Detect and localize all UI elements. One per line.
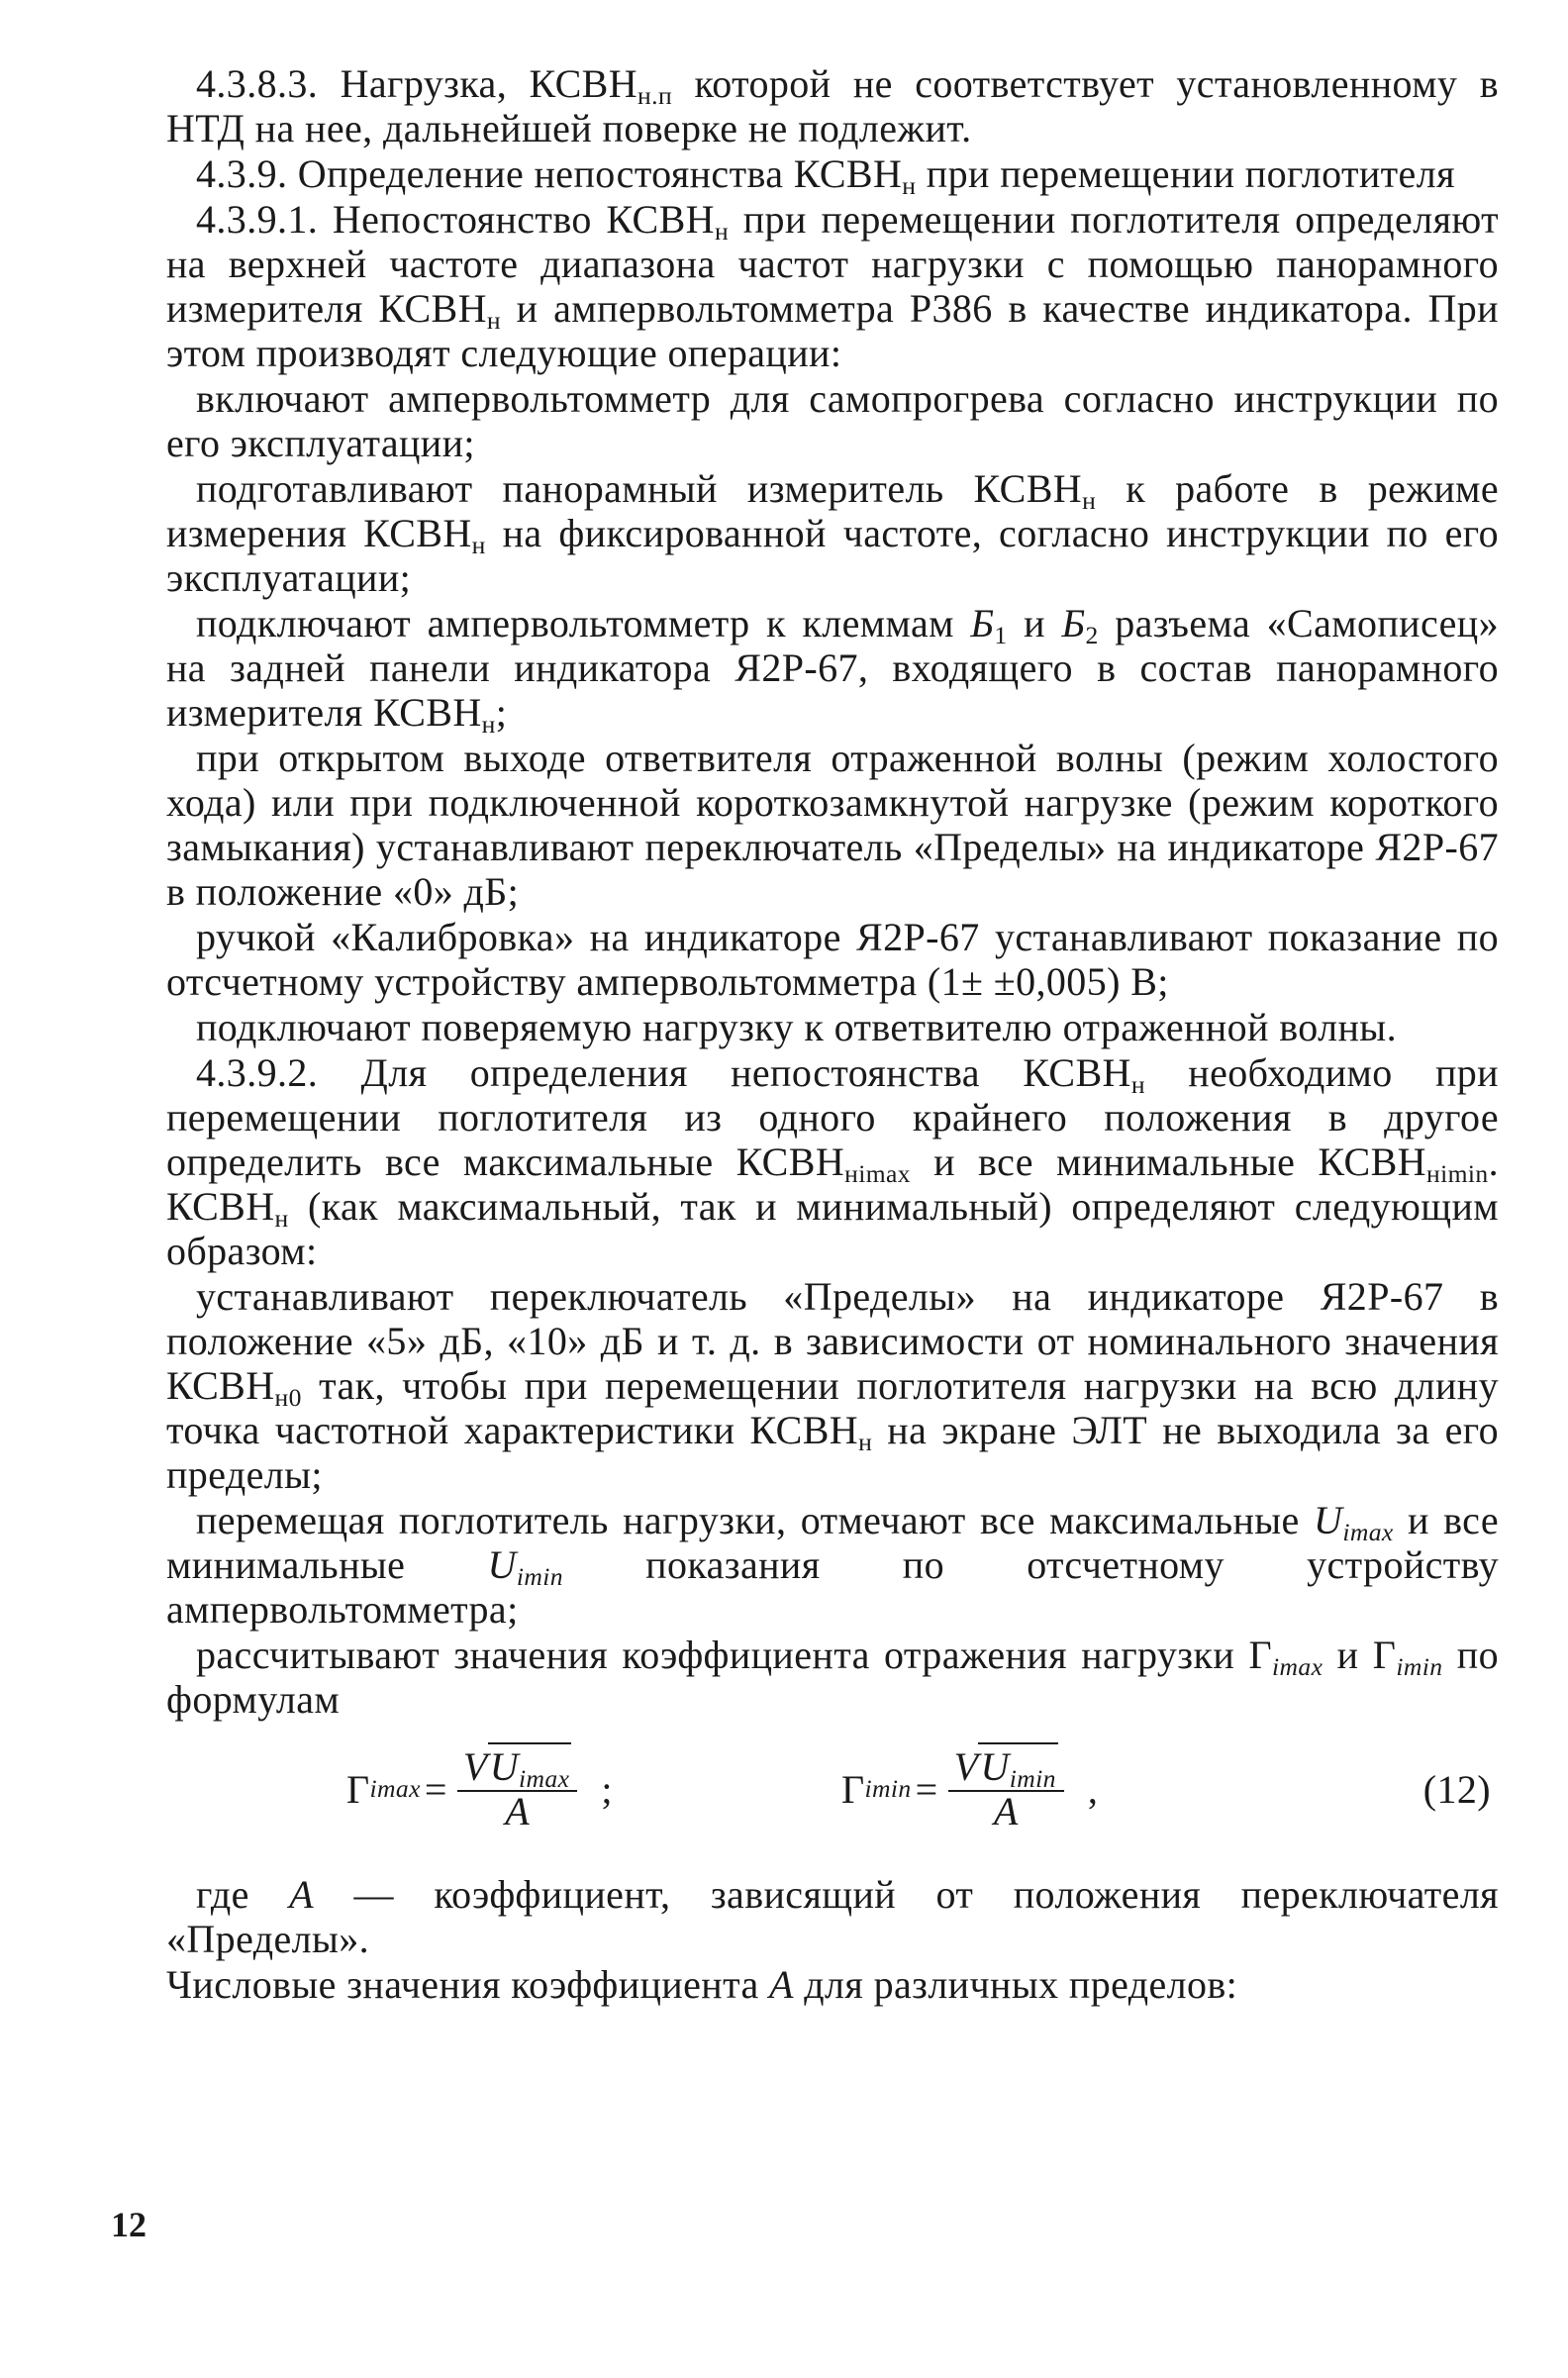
list-item-connect-load: подключают поверяемую нагрузку к ответвителю отраженной волны. — [196, 1005, 1397, 1049]
fraction-max: $\frac{VU_{imax}}{A}$ — [457, 1746, 578, 1832]
list-item-prepare-meter: подготавливают панорамный измеритель $КСВН_н$ к работе в режиме измерения $КСВН_н$ на фиксированной частоте, согласно инструкции по его эксплуатации; — [166, 466, 1500, 600]
list-item-set-limits-zero: при открытом выходе ответвителя отраженной волны (режим холостого хода) или при подключенной короткозамкнутой нагрузке (режим короткого замыкания) устанавливают переключатель «Пределы» на индикаторе Я2Р-67 в положение «0» дБ; — [166, 736, 1499, 914]
equation-number: (12) — [1422, 1767, 1491, 1812]
list-item-record-readings: перемещая поглотитель нагрузки, отмечают все максимальные $U_{imax}$ и все минимальные $U_{imin}$ показания по отсчетному устройству ампервольтомметра; — [166, 1498, 1499, 1632]
list-item-calculate: рассчитывают значения коэффициента отражения нагрузки $Г_{imax}$ и $Г_{imin}$ по формулам — [166, 1633, 1499, 1722]
paragraph-where-A: где A — коэффициент, зависящий от положения переключателя «Пределы». — [166, 1872, 1499, 1961]
paragraph-4-3-9: 4.3.9. Определение непостоянства $КСВН_н$ при перемещении поглотителя — [196, 151, 1455, 201]
paragraph-4-3-9-1: 4.3.9.1. Непостоянство $КСВН_н$ при перемещении поглотителя определяют на верхней частоте диапазона частот нагрузки с помощью панорамного измерителя $КСВН_н$ и ампервольтомметра Р386 в качестве индикатора. При этом производят следующие операции: — [166, 197, 1500, 375]
document-page — [166, 61, 1499, 2007]
formula-gamma-max: Г imax = $\frac{VU_{imax}}{A}$ ; — [346, 1744, 613, 1833]
sqrt-sign: V — [462, 1744, 488, 1789]
formula-12 — [166, 1739, 1499, 1858]
list-item-enable-meter: включают ампервольтомметр для самопрогрева согласно инструкции по его эксплуатации; — [166, 376, 1499, 465]
formula-gamma-min: Г imin = $\frac{VU_{imin}}{A}$ , — [841, 1744, 1099, 1833]
fraction-min: $\frac{VU_{imin}}{A}$ — [948, 1746, 1064, 1832]
list-item-connect-meter: подключают ампервольтомметр к клеммам $Б_1$ и $Б_2$ разъема «Самописец» на задней панели индикатора Я2Р-67, входящего в состав панорамного измерителя $КСВН_н$; — [166, 601, 1499, 740]
paragraph-4-3-8-3: 4.3.8.3. Нагрузка, $КСВН_{н.п}$ которой не соответствует установленному в НТД на нее, дальнейшей поверке не подлежит. — [166, 61, 1499, 150]
paragraph-numeric-values: Числовые значения коэффициента A для различных пределов: — [166, 1962, 1238, 2007]
list-item-calibration: ручкой «Калибровка» на индикаторе Я2Р-67 устанавливают показание по отсчетному устройству ампервольтомметра (1± ±0,005) В; — [166, 915, 1499, 1004]
sqrt-sign: V — [953, 1744, 979, 1789]
page-number: 12 — [111, 2205, 147, 2244]
list-item-set-limits: устанавливают переключатель «Пределы» на индикаторе Я2Р-67 в положение «5» дБ, «10» дБ и т. д. в зависимости от номинального значения $КСВН_{н0}$ так, чтобы при перемещении поглотителя нагрузки на всю длину точка частотной характеристики $КСВН_н$ на экране ЭЛТ не выходила за его пределы; — [166, 1274, 1500, 1497]
paragraph-4-3-9-2: 4.3.9.2. Для определения непостоянства $КСВН_н$ необходимо при перемещении поглотителя из одного крайнего положения в другое определить все максимальные $КСВН_{нimax}$ и все минимальные $КСВН_{нimin}$. $КСВН_н$ (как максимальный, так и минимальный) определяют следующим образом: — [166, 1050, 1499, 1273]
